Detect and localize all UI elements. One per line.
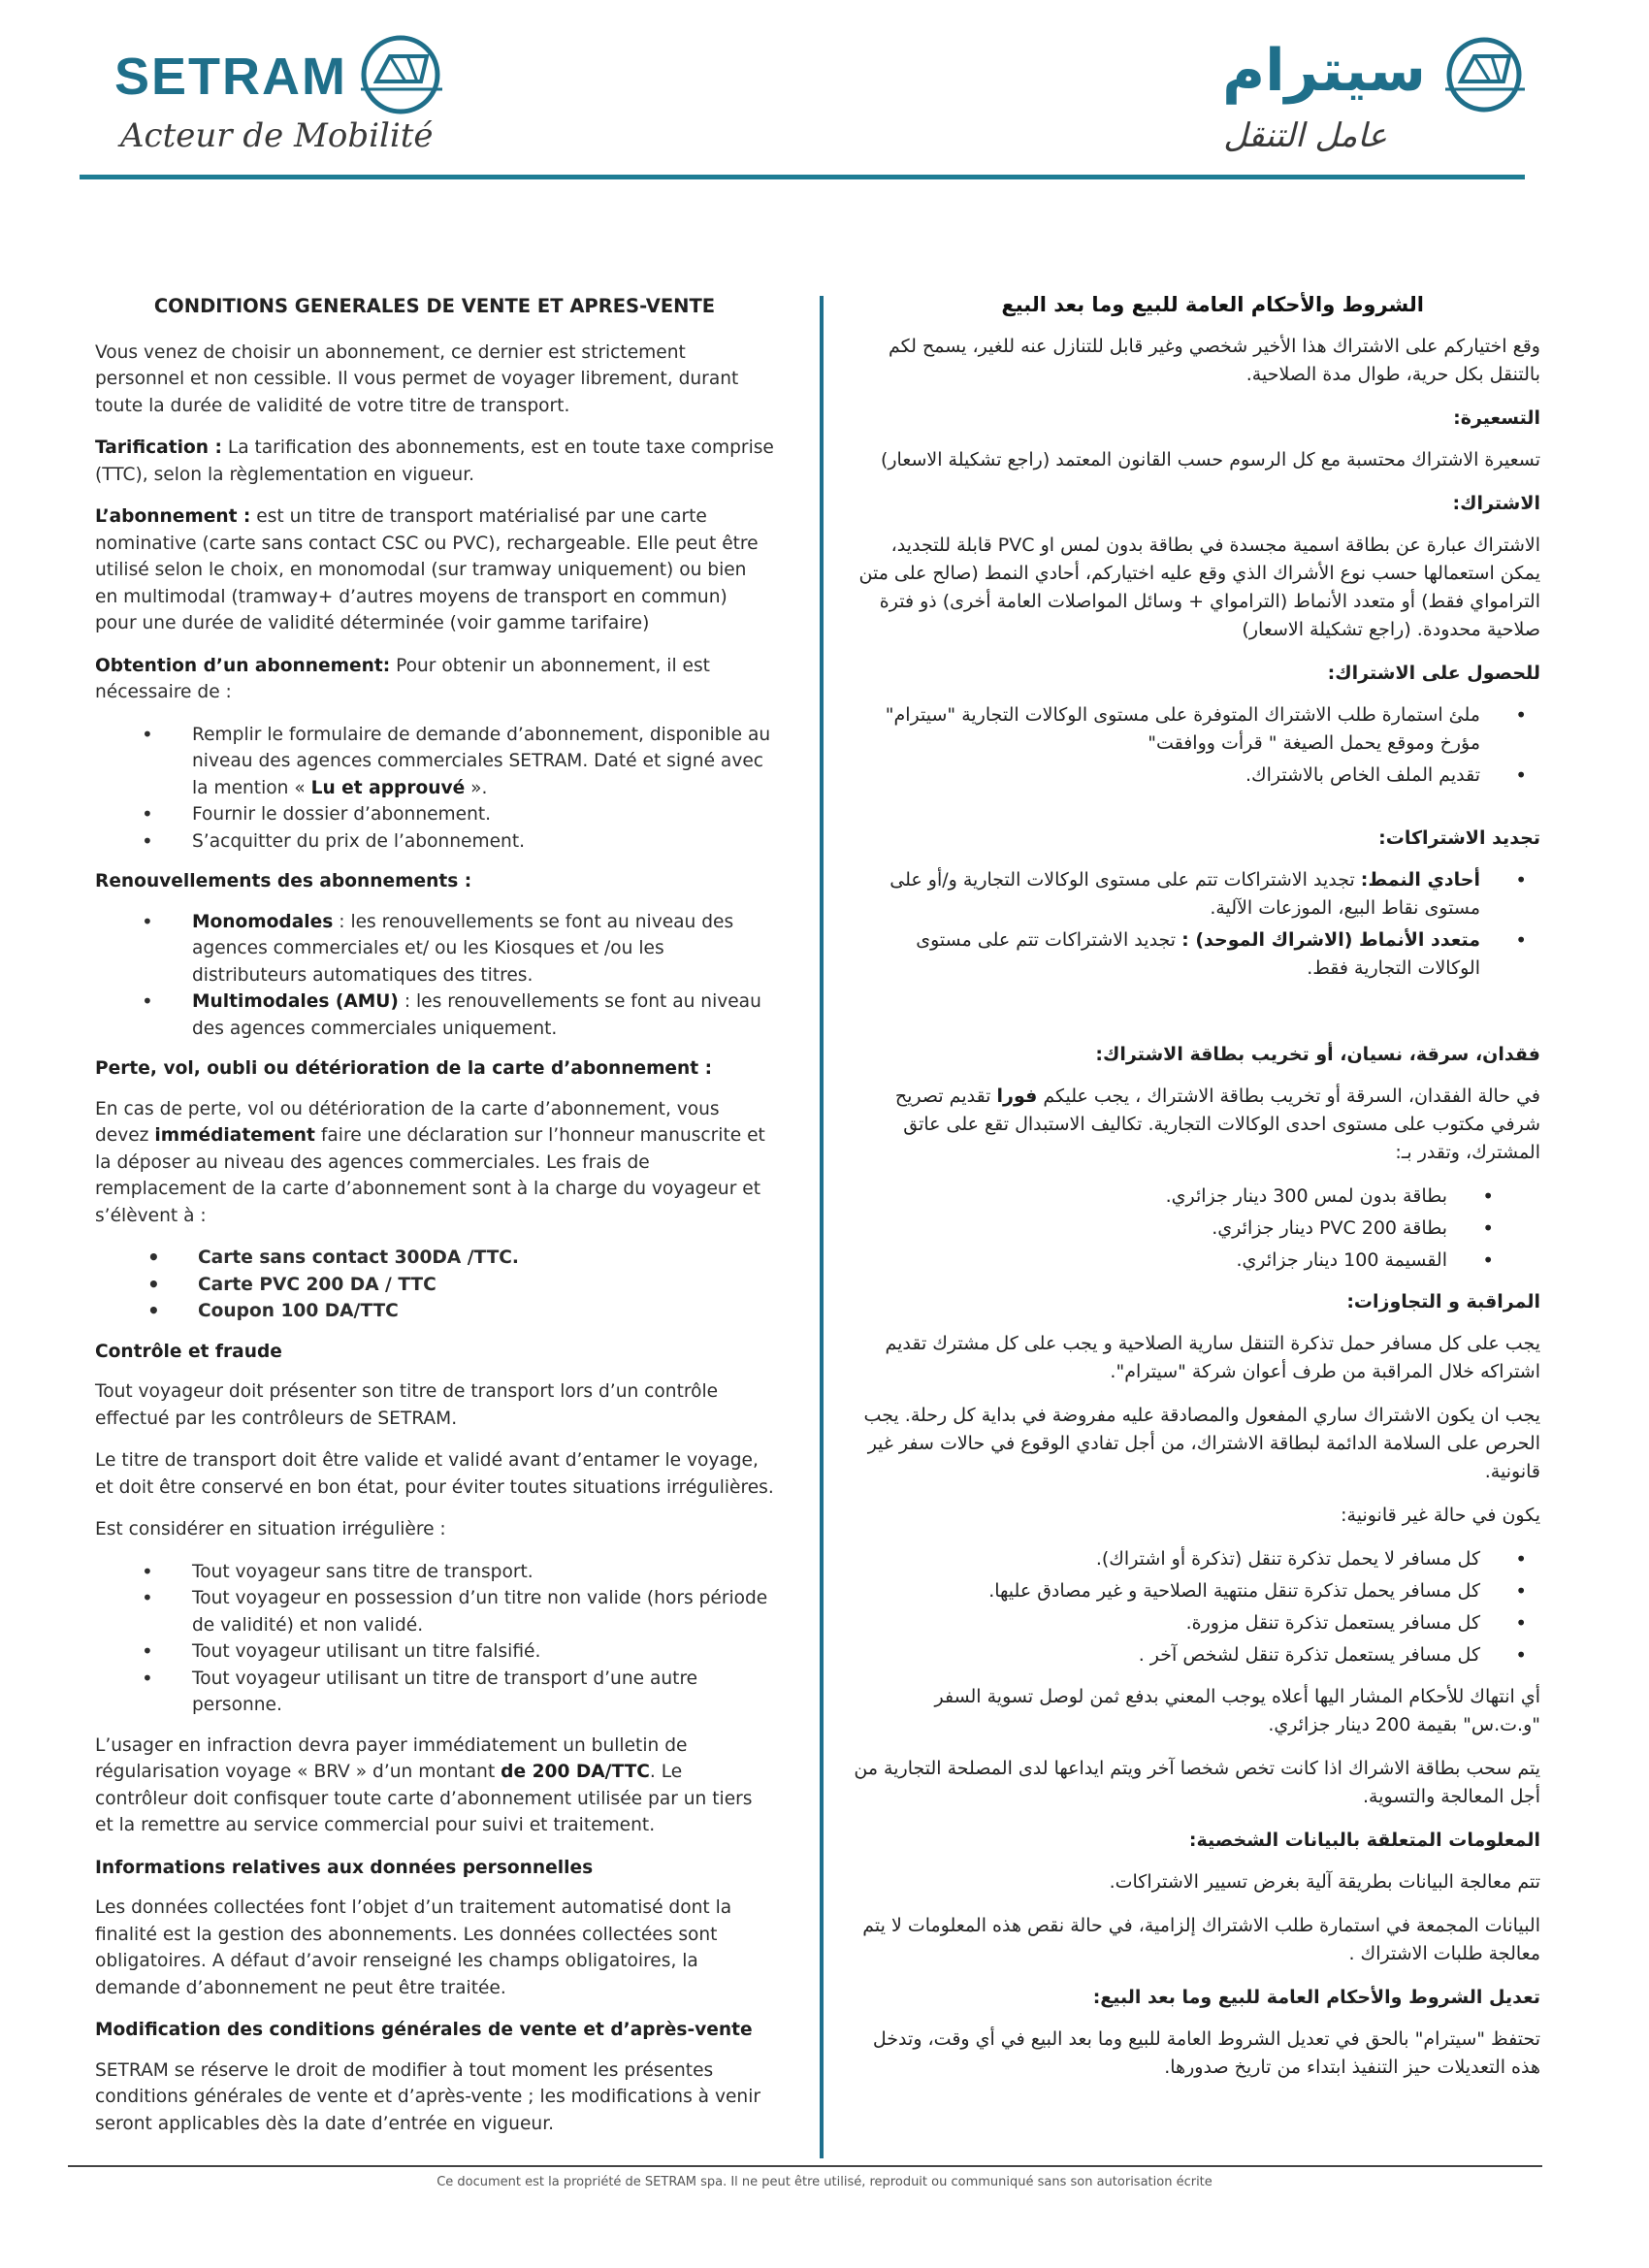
list-item-bold: Monomodales <box>192 911 334 932</box>
list-item: • Tout voyageur utilisant un titre de transport d’une autre personne. <box>192 1666 774 1719</box>
list-item: • Fournir le dossier d’abonnement. <box>192 801 774 828</box>
ar-ctrl-title: المراقبة و التجاوزات: <box>1346 1291 1540 1312</box>
fr-obtention-list <box>95 722 774 856</box>
column-divider <box>820 296 824 2158</box>
fr-perte-text <box>95 1096 774 1230</box>
text-span: . Le contrôleur doit confisquer toute carte d’abonnement utilisée par un tiers et la remettre au service commercial pour suivi et traitement. <box>95 1762 753 1835</box>
tram-icon <box>1436 31 1533 118</box>
ar-perte-title: فقدان، سرقة، نسيان، أو تخريب بطاقة الاشتراك: <box>1095 1044 1540 1065</box>
fr-renouv-list <box>95 909 774 1043</box>
fr-modif-text: SETRAM se réserve le droit de modifier à tout moment les présentes conditions générales de vente et d’après-vente ; les modifications à venir seront applicables dès la date d’entrée en vigueur. <box>95 2059 761 2134</box>
fr-controle-p1: Tout voyageur doit présenter son titre de transport lors d’un contrôle effectué par les contrôleurs de SETRAM. <box>95 1381 719 1429</box>
fr-modif-title: Modification des conditions générales de vente et d’après-vente <box>95 2020 753 2040</box>
fr-controle-title: Contrôle et fraude <box>95 1341 282 1362</box>
ar-intro: وقع اختياركم على الاشتراك هذا الأخير شخصي وغير قابل للتنازل عنه للغير، يسمح لكم بالتنقل بكل حرية، طوال مدة الصلاحية. <box>889 336 1540 385</box>
list-item: • Coupon 100 DA/TTC <box>198 1298 774 1325</box>
ar-title: الشروط والأحكام العامة للبيع وما بعد البيع <box>1001 293 1424 316</box>
list-item-text: تجديد الاشتراكات تتم على مستوى الوكالات التجارية و/أو على مستوى نقاط البيع، الموزعات الآلية. <box>889 869 1480 919</box>
list-item <box>854 926 1480 983</box>
fr-tarification-label: Tarification : <box>95 437 222 458</box>
text-span: تقديم تصريح شرفي مكتوب على مستوى احدى الوكالات التجارية. تكاليف الاستبدال تقع على عاتق المشترك، وتقدر بـ: <box>894 1085 1540 1163</box>
list-item <box>192 988 774 1042</box>
text-span: En cas de perte, vol ou détérioration de la carte d’abonnement, vous devez <box>95 1098 720 1146</box>
list-item: • Carte sans contact 300DA /TTC. <box>198 1245 774 1272</box>
ar-modif-title: تعديل الشروط والأحكام العامة للبيع وما بعد البيع: <box>1092 1987 1540 2008</box>
list-item-text: : les renouvellements se font au niveau des agences commerciales et/ ou les Kiosques et /ou les distributeurs automatiques des titres. <box>192 911 734 986</box>
fr-intro: Vous venez de choisir un abonnement, ce dernier est strictement personnel et non cessible. Il vous permet de voyager librement, durant toute la durée de validité de votre titre de transport. <box>95 341 739 416</box>
fr-obtention <box>95 653 774 706</box>
logo-slogan-ar: عامل التنقل <box>1223 116 1387 155</box>
list-item: • Tout voyageur sans titre de transport. <box>192 1559 774 1586</box>
fr-title: CONDITIONS GENERALES DE VENTE ET APRES-VENTE <box>153 295 716 317</box>
list-item-bold: Lu et approuvé <box>310 777 466 798</box>
arabic-column <box>854 291 1540 2097</box>
ar-ctrl-p2: يجب ان يكون الاشتراك ساري المفعول والمصادقة عليه مفروضة في بداية كل رحلة. يجب الحرص على السلامة الدائمة لبطاقة الاشتراك، من أجل تفادي الوقوع في حالات سفر غير قانونية. <box>863 1405 1540 1482</box>
list-item: • S’acquitter du prix de l’abonnement. <box>192 828 774 856</box>
ar-infraction: أي انتهاك للأحكام المشار اليها أعلاه يوجب المعني بدفع ثمن لوصل تسوية السفر "و.ت.س" بقيمة 200 دينار جزائري. <box>934 1686 1540 1735</box>
list-item <box>192 722 774 802</box>
fr-obtention-label: Obtention d’un abonnement: <box>95 655 391 676</box>
list-item <box>854 866 1480 923</box>
setram-logo-fr <box>114 27 464 163</box>
footer-note: Ce document est la propriété de SETRAM spa. Il ne peut être utilisé, reproduit ou communiqué sans son autorisation écrite <box>436 2175 1212 2189</box>
ar-fees-list <box>854 1183 1540 1275</box>
ar-obt-list <box>854 701 1540 790</box>
list-item-bold: Multimodales (AMU) <box>192 991 399 1012</box>
ar-ren-title: تجديد الاشتراكات: <box>1378 827 1540 849</box>
fr-obtention-text: Pour obtenir un abonnement, il est nécessaire de : <box>95 655 710 702</box>
ar-donnees-p2: البيانات المجمعة في استمارة طلب الاشتراك إلزامية، في حالة نقص هذه المعلومات لا يتم معالجة طلبات الاشتراك . <box>862 1915 1540 1964</box>
setram-logo-ar <box>1164 27 1533 163</box>
list-item: • القسيمة 100 دينار جزائري. <box>854 1247 1447 1275</box>
ar-ren-list <box>854 866 1540 983</box>
ar-abon-title: الاشتراك: <box>1452 493 1540 514</box>
list-item-text: تجديد الاشتراكات تتم على مستوى الوكالات التجارية فقط. <box>916 929 1480 979</box>
header-divider <box>80 175 1525 179</box>
logo-brand-ar: سيترام <box>1222 37 1426 105</box>
list-item: • ملئ استمارة طلب الاشتراك المتوفرة على مستوى الوكالات التجارية "سيترام" مؤرخ وموقع يحمل الصيغة " قرأت ووافقت" <box>854 701 1480 758</box>
list-item-bold: أحادي النمط: <box>1360 869 1480 891</box>
ar-tarif-title: التسعيرة: <box>1453 407 1540 429</box>
text-bold: immédiatement <box>154 1125 315 1146</box>
logo-brand-fr: SETRAM <box>114 48 347 106</box>
text-span: في حالة الفقدان، السرقة أو تخريب بطاقة الاشتراك ، يجب عليكم <box>1037 1085 1540 1107</box>
ar-obt-title: للحصول على الاشتراك: <box>1327 663 1540 684</box>
fr-abonnement <box>95 503 774 637</box>
ar-modif-text: تحتفظ "سيترام" بالحق في تعديل الشروط العامة للبيع وما بعد البيع في أي وقت، وتدخل هذه التعديلات حيز التنفيذ ابتداء من تاريخ صدورها. <box>872 2028 1540 2078</box>
spacer <box>854 803 1540 825</box>
text-span: L’usager en infraction devra payer immédiatement un bulletin de régularisation voyage « BRV » d’un montant <box>95 1734 688 1782</box>
list-item: • تقديم الملف الخاص بالاشتراك. <box>854 761 1480 790</box>
list-item: • كل مسافر يحمل تذكرة تنقل منتهية الصلاحية و غير مصادق عليها. <box>854 1577 1480 1605</box>
ar-ctrl-p3: يكون في حالة غير قانونية: <box>1341 1505 1540 1526</box>
text-bold: de 200 DA/TTC <box>501 1762 650 1782</box>
fr-fees-list <box>95 1245 774 1325</box>
list-item <box>192 909 774 989</box>
list-item: • بطاقة PVC 200 دينار جزائري. <box>854 1215 1447 1243</box>
fr-irregular-list <box>95 1559 774 1719</box>
fr-donnees-text: Les données collectées font l’objet d’un traitement automatisé dont la finalité est la gestion des abonnements. Les données collectées sont obligatoires. A défaut d’avoir renseigné les champs obligatoires, la demande d’abonnement ne peut être traitée. <box>95 1897 732 1998</box>
fr-renouv-title: Renouvellements des abonnements : <box>95 871 472 891</box>
fr-infraction <box>95 1733 774 1839</box>
ar-retrait: يتم سحب بطاقة الاشراك اذا كانت تخص شخصا آخر ويتم ايداعها لدى المصلحة التجارية من أجل المعالجة والتسوية. <box>854 1758 1540 1807</box>
ar-abon-text: الاشتراك عبارة عن بطاقة اسمية مجسدة في بطاقة بدون لمس او PVC قابلة للتجديد، يمكن استعمالها حسب نوع الأشراك الذي وقع عليه اختياركم، أحادي النمط (صالح على متن الترامواي فقط) أو متعدد الأنماط (الترامواي + وسائل المواصلات العامة أخرى) ذو فترة صلاحية محدودة. (راجع تشكيلة الاسعار) <box>858 535 1540 640</box>
fr-controle-p3: Est considérer en situation irrégulière : <box>95 1519 446 1539</box>
fr-perte-title: Perte, vol, oubli ou détérioration de la carte d’abonnement : <box>95 1058 713 1079</box>
french-column <box>95 293 774 2153</box>
fr-donnees-title: Informations relatives aux données personnelles <box>95 1857 594 1878</box>
list-item-text: ». <box>465 777 488 798</box>
fr-abonnement-label: L’abonnement : <box>95 506 251 527</box>
list-item: • Tout voyageur utilisant un titre falsifié. <box>192 1638 774 1666</box>
ar-ctrl-p1: يجب على كل مسافر حمل تذكرة التنقل سارية الصلاحية و يجب على كل مشترك تقديم اشتراكه خلال المراقبة من طرف أعوان شركة "سيترام". <box>885 1333 1540 1382</box>
ar-donnees-p1: تتم معالجة البيانات بطريقة آلية بغرض تسيير الاشتراكات. <box>1109 1871 1540 1893</box>
ar-donnees-title: المعلومات المتعلقة بالبيانات الشخصية: <box>1188 1830 1540 1851</box>
list-item: • كل مسافر لا يحمل تذكرة تنقل (تذكرة أو اشتراك). <box>854 1545 1480 1573</box>
list-item: • بطاقة بدون لمس 300 دينار جزائري. <box>854 1183 1447 1211</box>
fr-tarification-text: La tarification des abonnements, est en toute taxe comprise (TTC), selon la règlementation en vigueur. <box>95 437 774 485</box>
ar-tarif-text: تسعيرة الاشتراك محتسبة مع كل الرسوم حسب القانون المعتمد (راجع تشكيلة الاسعار) <box>880 449 1540 470</box>
fr-tarification <box>95 435 774 488</box>
list-item-text: Remplir le formulaire de demande d’abonnement, disponible au niveau des agences commerciales SETRAM. Daté et signé avec la mention « <box>192 724 771 798</box>
ar-perte-text <box>854 1083 1540 1167</box>
list-item: • Tout voyageur en possession d’un titre non valide (hors période de validité) et non validé. <box>192 1585 774 1638</box>
fr-abonnement-text: est un titre de transport matérialisé par une carte nominative (carte sans contact CSC ou PVC), rechargeable. Elle peut être utilisé selon le choix, en monomodal (sur tramway uniquement) ou bien en multimodal (tramway+ d’autres moyens de transport en commun) pour une durée de validité déterminée (voir gamme tarifaire) <box>95 506 759 633</box>
text-span: faire une déclaration sur l’honneur manuscrite et la déposer au niveau des agences commerciales. Les frais de remplacement de la carte d’abonnement sont à la charge du voyageur et s’élèvent à : <box>95 1125 765 1226</box>
logo-slogan-fr: Acteur de Mobilité <box>120 116 434 155</box>
spacer <box>854 996 1540 1041</box>
list-item: • كل مسافر يستعمل تذكرة تنقل مزورة. <box>854 1609 1480 1637</box>
tram-icon <box>347 31 454 118</box>
list-item: • كل مسافر يستعمل تذكرة تنقل لشخص آخر . <box>854 1641 1480 1669</box>
text-bold: فورا <box>996 1085 1038 1107</box>
fr-controle-p2: Le titre de transport doit être valide et validé avant d’entamer le voyage, et doit être conservé en bon état, pour éviter toutes situations irrégulières. <box>95 1450 774 1498</box>
list-item-bold: متعدد الأنماط (الاشراك الموحد) : <box>1181 929 1480 951</box>
ar-irregular-list <box>854 1545 1540 1669</box>
list-item: • Carte PVC 200 DA / TTC <box>198 1272 774 1299</box>
footer-divider <box>68 2165 1542 2167</box>
list-item-text: : les renouvellements se font au niveau des agences commerciales uniquement. <box>192 991 761 1039</box>
